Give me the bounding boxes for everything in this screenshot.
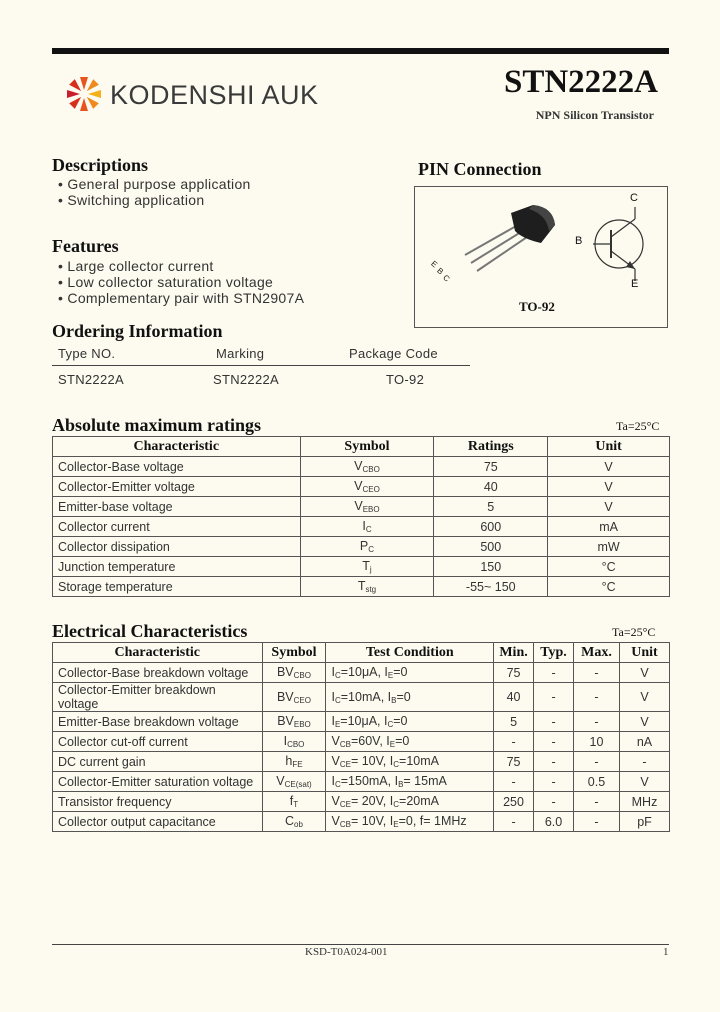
elec-header-row <box>53 643 670 663</box>
elec-table <box>52 642 670 832</box>
pin-connection-box <box>414 186 668 328</box>
abs-max-rating: 40 <box>434 477 548 497</box>
ordering-rule <box>52 365 470 366</box>
elec-test-condition: $V_{CB}= 10V$, $I_E=0$, f= 1MHz <box>326 812 494 832</box>
elec-min: 75 <box>494 752 534 772</box>
abs-max-characteristic: Emitter-base voltage <box>53 497 301 517</box>
elec-min: 75 <box>494 663 534 683</box>
feature-item: • Low collector saturation voltage <box>58 274 273 290</box>
abs-max-heading: Absolute maximum ratings <box>52 415 262 435</box>
elec-test-condition: $I_E=10\mu A$, $I_C=0$ <box>326 712 494 732</box>
elec-col-condition: Test Condition <box>326 643 494 663</box>
elec-row <box>53 732 670 752</box>
part-subtitle: NPN Silicon Transistor <box>535 108 654 122</box>
abs-max-unit: V <box>548 457 670 477</box>
elec-min: - <box>494 732 534 752</box>
elec-typ: - <box>534 792 574 812</box>
description-item: • General purpose application <box>58 176 251 192</box>
abs-max-symbol: $V_{CBO}$ <box>300 457 434 477</box>
elec-col-symbol: Symbol <box>262 643 326 663</box>
abs-max-row <box>53 577 670 597</box>
elec-symbol: $BV_{CBO}$ <box>262 663 326 683</box>
abs-max-unit: mW <box>548 537 670 557</box>
abs-max-characteristic: Collector-Emitter voltage <box>53 477 301 497</box>
lead-label-c: C <box>441 273 452 284</box>
elec-characteristic: Transistor frequency <box>53 792 263 812</box>
abs-max-rating: -55~ 150 <box>434 577 548 597</box>
abs-max-symbol: $T_j$ <box>300 557 434 577</box>
elec-max: - <box>574 792 620 812</box>
elec-test-condition: $I_C=10mA$, $I_B=0$ <box>326 683 494 712</box>
elec-min: - <box>494 772 534 792</box>
elec-test-condition: $V_{CB}=60V$, $I_E=0$ <box>326 732 494 752</box>
elec-symbol: $h_{FE}$ <box>262 752 326 772</box>
ordering-package-value: TO-92 <box>386 372 425 387</box>
company-name: KODENSHI AUK <box>110 80 319 110</box>
lead-label-e: E <box>429 259 440 270</box>
elec-max: 0.5 <box>574 772 620 792</box>
elec-unit: nA <box>619 732 669 752</box>
footer-page-number: 1 <box>663 946 669 958</box>
elec-heading: Electrical Characteristics <box>52 621 248 641</box>
elec-test-condition: $V_{CE}= 10V$, $I_C=10mA$ <box>326 752 494 772</box>
abs-max-symbol: $P_C$ <box>300 537 434 557</box>
pin-connection-heading: PIN Connection <box>418 159 542 179</box>
elec-row <box>53 663 670 683</box>
abs-max-rating: 5 <box>434 497 548 517</box>
elec-condition: Ta=25°C <box>612 625 656 639</box>
elec-row <box>53 712 670 732</box>
elec-characteristic: Collector-Emitter breakdown voltage <box>53 683 263 712</box>
abs-max-characteristic: Collector current <box>53 517 301 537</box>
footer-doc-code: KSD-T0A024-001 <box>305 946 388 958</box>
abs-max-col-ratings: Ratings <box>434 437 548 457</box>
abs-max-characteristic: Collector-Base voltage <box>53 457 301 477</box>
abs-max-symbol: $I_C$ <box>300 517 434 537</box>
elec-typ: - <box>534 732 574 752</box>
elec-unit: V <box>619 712 669 732</box>
part-number: STN2222A <box>503 64 658 100</box>
abs-max-row <box>53 537 670 557</box>
elec-characteristic: Collector output capacitance <box>53 812 263 832</box>
elec-max: - <box>574 683 620 712</box>
elec-symbol: $BV_{EBO}$ <box>262 712 326 732</box>
elec-col-unit: Unit <box>619 643 669 663</box>
abs-max-col-unit: Unit <box>548 437 670 457</box>
elec-col-typ: Typ. <box>534 643 574 663</box>
elec-characteristic: Collector cut-off current <box>53 732 263 752</box>
ordering-col-type: Type NO. <box>58 346 116 361</box>
elec-unit: V <box>619 772 669 792</box>
features-heading: Features <box>52 236 119 256</box>
elec-characteristic: DC current gain <box>53 752 263 772</box>
ordering-heading: Ordering Information <box>52 321 223 341</box>
abs-max-unit: °C <box>548 557 670 577</box>
elec-unit: MHz <box>619 792 669 812</box>
top-rule <box>52 48 669 54</box>
elec-row <box>53 812 670 832</box>
elec-col-max: Max. <box>574 643 620 663</box>
abs-max-row <box>53 457 670 477</box>
abs-max-row <box>53 517 670 537</box>
elec-row <box>53 683 670 712</box>
package-label: TO-92 <box>519 299 555 314</box>
abs-max-characteristic: Collector dissipation <box>53 537 301 557</box>
elec-row <box>53 752 670 772</box>
description-item: • Switching application <box>58 192 204 208</box>
pin-label-c: C <box>630 192 638 204</box>
abs-max-rating: 75 <box>434 457 548 477</box>
abs-max-col-symbol: Symbol <box>300 437 434 457</box>
elec-unit: pF <box>619 812 669 832</box>
abs-max-rating: 150 <box>434 557 548 577</box>
elec-row <box>53 772 670 792</box>
ordering-col-marking: Marking <box>216 346 265 361</box>
elec-symbol: $I_{CBO}$ <box>262 732 326 752</box>
elec-max: - <box>574 752 620 772</box>
pin-label-e: E <box>631 278 639 290</box>
elec-test-condition: $I_C=10\mu A$, $I_E=0$ <box>326 663 494 683</box>
elec-max: - <box>574 663 620 683</box>
elec-min: 5 <box>494 712 534 732</box>
abs-max-header-row <box>53 437 670 457</box>
abs-max-characteristic: Junction temperature <box>53 557 301 577</box>
elec-unit: V <box>619 663 669 683</box>
ordering-type-value: STN2222A <box>58 372 124 387</box>
ordering-col-package: Package Code <box>349 346 438 361</box>
elec-characteristic: Collector-Base breakdown voltage <box>53 663 263 683</box>
footer-rule <box>52 944 669 945</box>
elec-test-condition: $I_C=150mA$, $I_B= 15mA$ <box>326 772 494 792</box>
elec-test-condition: $V_{CE}= 20V$, $I_C=20mA$ <box>326 792 494 812</box>
abs-max-row <box>53 557 670 577</box>
abs-max-rating: 600 <box>434 517 548 537</box>
abs-max-symbol: $V_{CEO}$ <box>300 477 434 497</box>
abs-max-unit: mA <box>548 517 670 537</box>
company-logo-icon <box>66 76 102 112</box>
abs-max-symbol: $V_{EBO}$ <box>300 497 434 517</box>
elec-typ: - <box>534 752 574 772</box>
ordering-marking-value: STN2222A <box>213 372 279 387</box>
descriptions-heading: Descriptions <box>52 155 148 175</box>
feature-item: • Large collector current <box>58 258 214 274</box>
abs-max-row <box>53 477 670 497</box>
elec-typ: - <box>534 683 574 712</box>
abs-max-unit: °C <box>548 577 670 597</box>
elec-unit: - <box>619 752 669 772</box>
abs-max-rating: 500 <box>434 537 548 557</box>
elec-min: - <box>494 812 534 832</box>
pin-label-b: B <box>575 235 583 247</box>
abs-max-symbol: $T_{stg}$ <box>300 577 434 597</box>
elec-characteristic: Emitter-Base breakdown voltage <box>53 712 263 732</box>
elec-typ: - <box>534 712 574 732</box>
elec-min: 40 <box>494 683 534 712</box>
elec-max: - <box>574 812 620 832</box>
elec-typ: - <box>534 772 574 792</box>
elec-max: - <box>574 712 620 732</box>
elec-col-characteristic: Characteristic <box>53 643 263 663</box>
elec-symbol: $V_{CE(sat)}$ <box>262 772 326 792</box>
elec-min: 250 <box>494 792 534 812</box>
elec-unit: V <box>619 683 669 712</box>
abs-max-col-characteristic: Characteristic <box>53 437 301 457</box>
elec-symbol: $C_{ob}$ <box>262 812 326 832</box>
abs-max-unit: V <box>548 477 670 497</box>
abs-max-row <box>53 497 670 517</box>
elec-max: 10 <box>574 732 620 752</box>
elec-col-min: Min. <box>494 643 534 663</box>
abs-max-characteristic: Storage temperature <box>53 577 301 597</box>
elec-symbol: $f_T$ <box>262 792 326 812</box>
abs-max-unit: V <box>548 497 670 517</box>
elec-row <box>53 792 670 812</box>
elec-typ: - <box>534 663 574 683</box>
abs-max-condition: Ta=25°C <box>616 419 660 433</box>
abs-max-table <box>52 436 670 597</box>
feature-item: • Complementary pair with STN2907A <box>58 290 304 306</box>
elec-symbol: $BV_{CEO}$ <box>262 683 326 712</box>
elec-characteristic: Collector-Emitter saturation voltage <box>53 772 263 792</box>
elec-typ: 6.0 <box>534 812 574 832</box>
lead-label-b: B <box>435 266 446 277</box>
